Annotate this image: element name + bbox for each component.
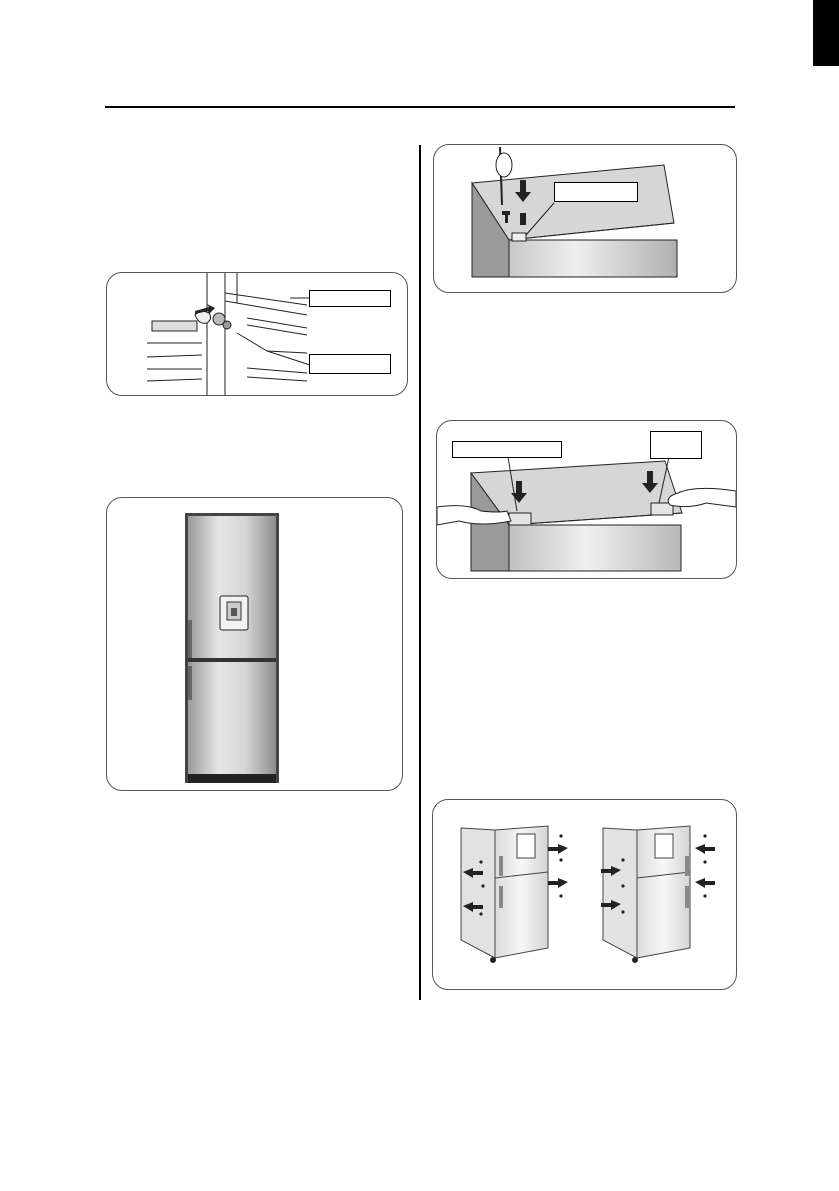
- callout-box-3: [554, 182, 638, 202]
- figure-top-cover-screw: [433, 144, 737, 293]
- callout-box-5: [650, 431, 702, 459]
- callout-box-1: [309, 290, 391, 307]
- figure-fridge-front: [106, 497, 403, 791]
- column-divider: [419, 145, 421, 1000]
- callout-box-2: [309, 354, 391, 374]
- top-cover-screw-illustration: [434, 145, 736, 292]
- figure-door-reversal: [432, 799, 737, 990]
- callout-box-4: [452, 441, 562, 458]
- fridge-illustration: [107, 498, 402, 790]
- page-edge-tab: [813, 0, 839, 66]
- figure-hinge-detail: [106, 272, 408, 396]
- header-rule: [105, 106, 735, 108]
- figure-top-cover-hands: [436, 420, 737, 579]
- door-reversal-illustration: [433, 800, 736, 989]
